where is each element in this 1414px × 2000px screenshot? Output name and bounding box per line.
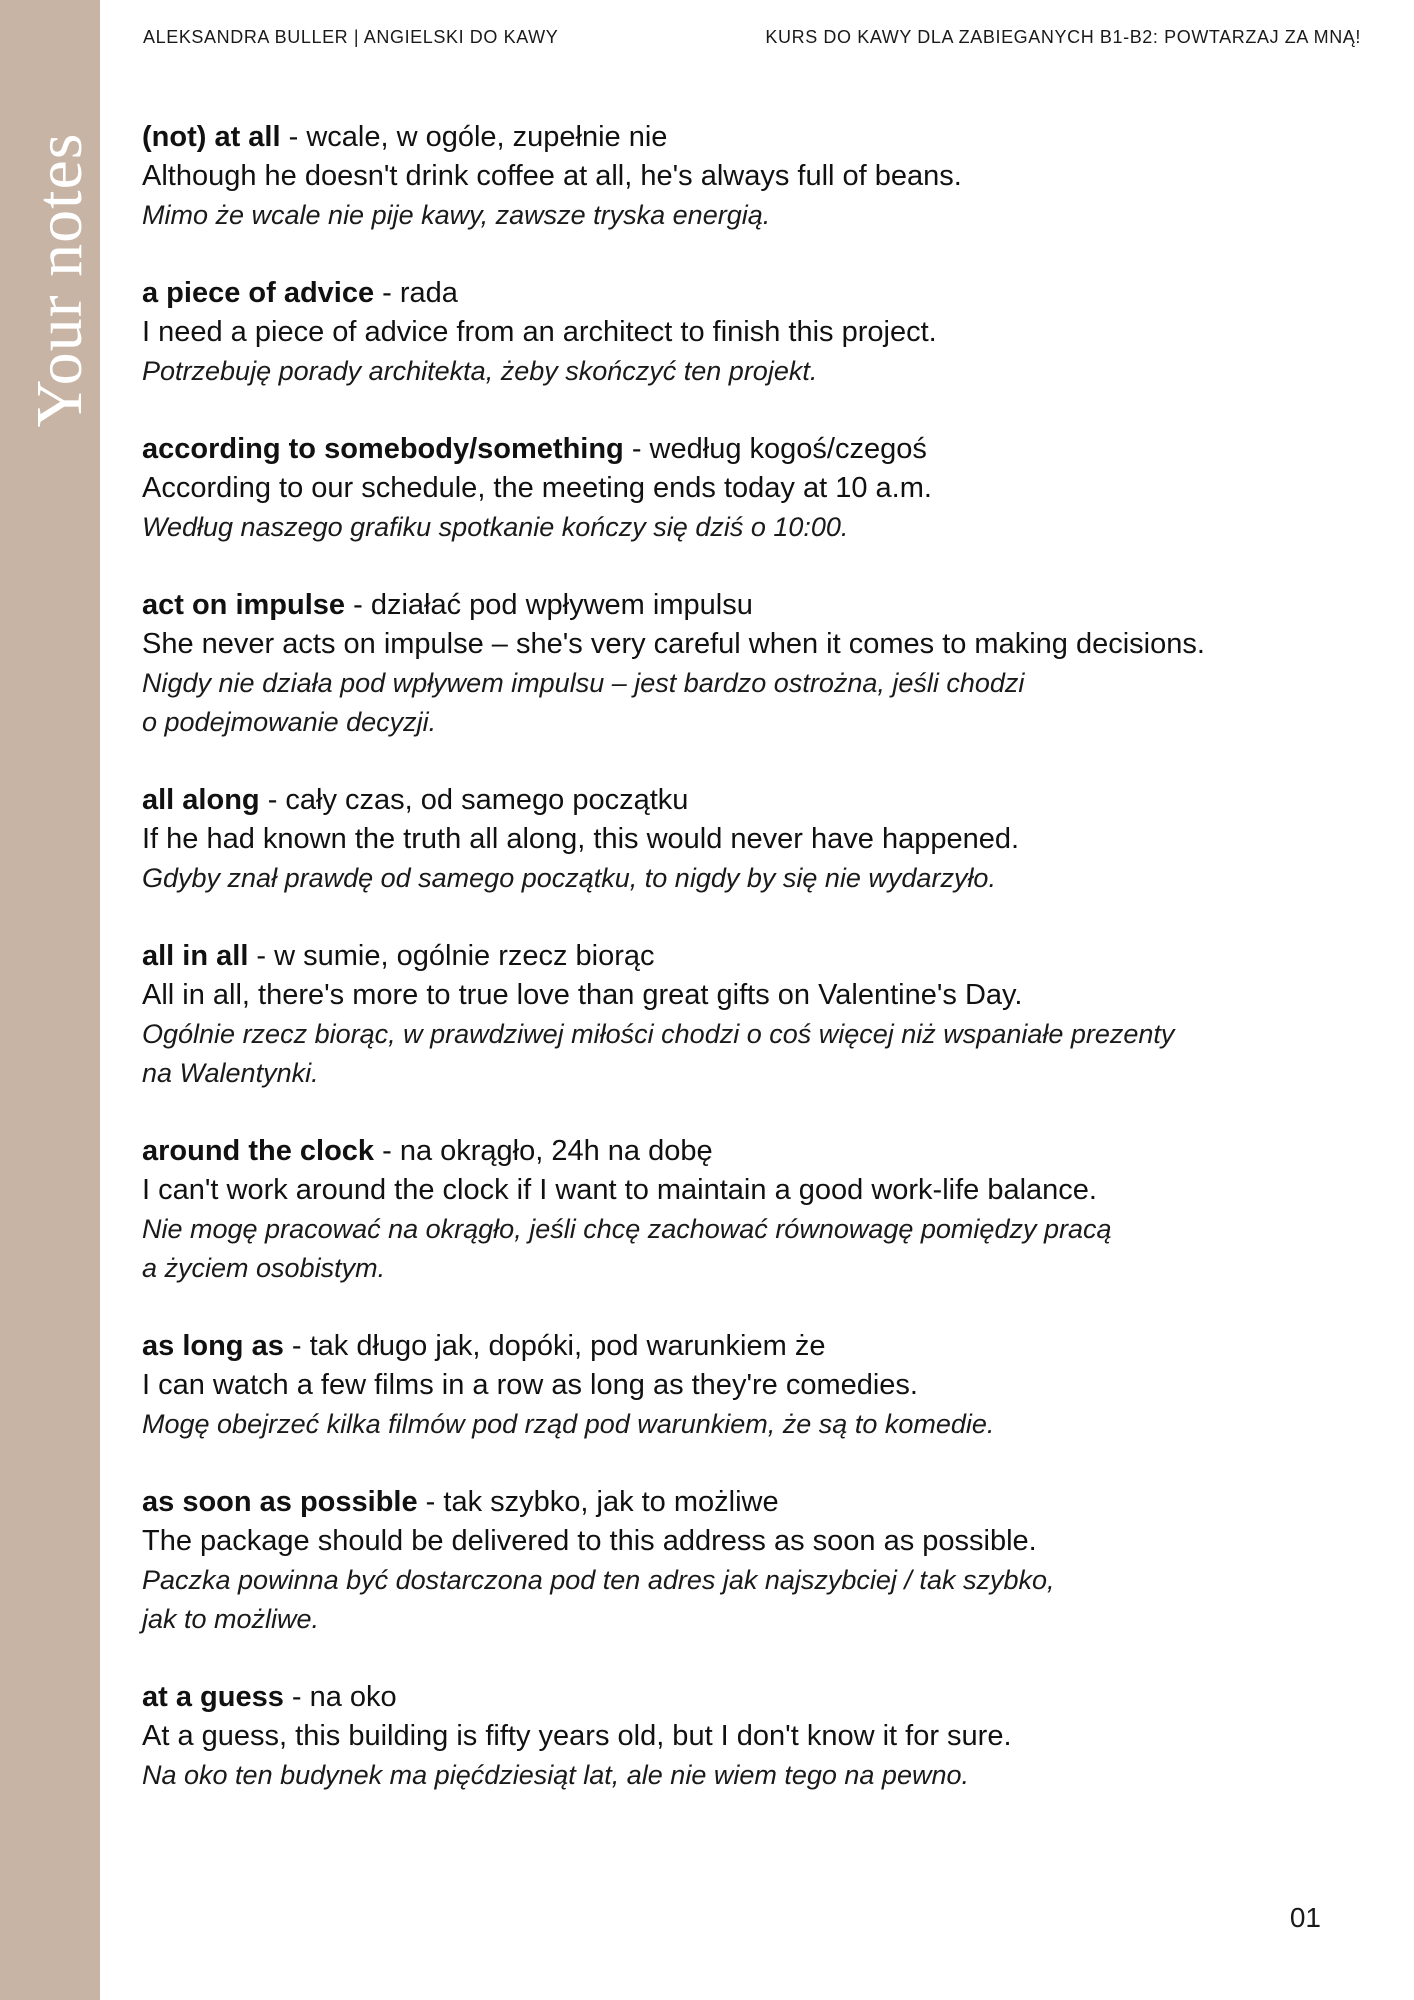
- vocab-entry: [142, 1327, 1274, 1444]
- entry-translation: [142, 1561, 1274, 1639]
- entry-term-line: [142, 1678, 1274, 1717]
- entry-term-line: [142, 274, 1274, 313]
- entry-example: I need a piece of advice from an architect to finish this project.: [142, 316, 937, 348]
- entry-example: She never acts on impulse – she's very careful when it comes to making decisions.: [142, 628, 1205, 660]
- vocab-entry: [142, 274, 1274, 391]
- vocab-entry: [142, 118, 1274, 235]
- translation-line: Potrzebuję porady architekta, żeby skończyć ten projekt.: [142, 356, 818, 386]
- entry-meaning: - tak szybko, jak to możliwe: [417, 1486, 779, 1518]
- notes-sidebar: [0, 0, 100, 2000]
- vocab-entry: [142, 586, 1274, 742]
- sidebar-label: Your notes: [23, 132, 96, 428]
- entry-phrase: as long as: [142, 1330, 284, 1362]
- entry-phrase: a piece of advice: [142, 277, 375, 309]
- vocab-entry: [142, 937, 1274, 1093]
- translation-line: Według naszego grafiku spotkanie kończy się dziś o 10:00.: [142, 512, 849, 542]
- entry-term-line: [142, 1132, 1274, 1171]
- translation-line: Na oko ten budynek ma pięćdziesiąt lat, ale nie wiem tego na pewno.: [142, 1760, 969, 1790]
- header-course-title: KURS DO KAWY DLA ZABIEGANYCH B1-B2: POWTARZAJ ZA MNĄ!: [765, 27, 1361, 47]
- entry-example: All in all, there's more to true love than great gifts on Valentine's Day.: [142, 979, 1023, 1011]
- entry-example: I can watch a few films in a row as long as they're comedies.: [142, 1369, 918, 1401]
- vocab-entry: [142, 1483, 1274, 1639]
- entry-term-line: [142, 1483, 1274, 1522]
- entry-phrase: around the clock: [142, 1135, 375, 1167]
- translation-line: Nie mogę pracować na okrągło, jeśli chcę zachować równowagę pomiędzy pracą: [142, 1214, 1112, 1244]
- entry-meaning: - cały czas, od samego początku: [259, 784, 689, 816]
- entry-phrase: act on impulse: [142, 589, 346, 621]
- entry-meaning: - działać pod wpływem impulsu: [345, 589, 753, 621]
- entry-translation: [142, 1015, 1274, 1093]
- entry-translation: [142, 664, 1274, 742]
- entry-translation: [142, 1210, 1274, 1288]
- entry-meaning: - wcale, w ogóle, zupełnie nie: [280, 121, 668, 153]
- translation-line: Paczka powinna być dostarczona pod ten adres jak najszybciej / tak szybko,: [142, 1565, 1055, 1595]
- translation-line: Ogólnie rzecz biorąc, w prawdziwej miłości chodzi o coś więcej niż wspaniałe prezenty: [142, 1019, 1175, 1049]
- entry-example: Although he doesn't drink coffee at all, he's always full of beans.: [142, 160, 962, 192]
- entry-translation: [142, 352, 1274, 391]
- entry-meaning: - na okrągło, 24h na dobę: [374, 1135, 713, 1167]
- entry-phrase: at a guess: [142, 1681, 284, 1713]
- vocab-entry: [142, 430, 1274, 547]
- entry-term-line: [142, 586, 1274, 625]
- entry-example: At a guess, this building is fifty years old, but I don't know it for sure.: [142, 1720, 1012, 1752]
- entry-term-line: [142, 1327, 1274, 1366]
- entry-term-line: [142, 781, 1274, 820]
- entry-term-line: [142, 430, 1274, 469]
- entry-phrase: (not) at all: [142, 121, 281, 153]
- translation-line: Nigdy nie działa pod wpływem impulsu – jest bardzo ostrożna, jeśli chodzi: [142, 668, 1025, 698]
- vocabulary-list: [142, 118, 1274, 1834]
- entry-meaning: - na oko: [283, 1681, 397, 1713]
- vocab-entry: [142, 1132, 1274, 1288]
- translation-line: Gdyby znał prawdę od samego początku, to nigdy by się nie wydarzyło.: [142, 863, 996, 893]
- entry-phrase: all in all: [142, 940, 249, 972]
- vocab-entry: [142, 1678, 1274, 1795]
- translation-line: a życiem osobistym.: [142, 1253, 386, 1283]
- entry-phrase: as soon as possible: [142, 1486, 418, 1518]
- entry-translation: [142, 859, 1274, 898]
- entry-term-line: [142, 937, 1274, 976]
- translation-line: na Walentynki.: [142, 1058, 319, 1088]
- entry-translation: [142, 1756, 1274, 1795]
- header-author: ALEKSANDRA BULLER | ANGIELSKI DO KAWY: [143, 27, 559, 47]
- vocab-entry: [142, 781, 1274, 898]
- translation-line: jak to możliwe.: [142, 1604, 320, 1634]
- entry-translation: [142, 508, 1274, 547]
- entry-meaning: - w sumie, ogólnie rzecz biorąc: [248, 940, 655, 972]
- entry-example: The package should be delivered to this address as soon as possible.: [142, 1525, 1037, 1557]
- entry-example: I can't work around the clock if I want to maintain a good work-life balance.: [142, 1174, 1097, 1206]
- entry-meaning: - według kogoś/czegoś: [623, 433, 927, 465]
- entry-example: If he had known the truth all along, this would never have happened.: [142, 823, 1020, 855]
- translation-line: Mogę obejrzeć kilka filmów pod rząd pod warunkiem, że są to komedie.: [142, 1409, 995, 1439]
- entry-meaning: - rada: [374, 277, 458, 309]
- entry-phrase: all along: [142, 784, 260, 816]
- entry-term-line: [142, 118, 1274, 157]
- entry-translation: [142, 1405, 1274, 1444]
- entry-example: According to our schedule, the meeting ends today at 10 a.m.: [142, 472, 932, 504]
- entry-meaning: - tak długo jak, dopóki, pod warunkiem że: [283, 1330, 826, 1362]
- translation-line: o podejmowanie decyzji.: [142, 707, 437, 737]
- entry-translation: [142, 196, 1274, 235]
- translation-line: Mimo że wcale nie pije kawy, zawsze tryska energią.: [142, 200, 771, 230]
- page-number: 01: [1289, 1902, 1321, 1933]
- entry-phrase: according to somebody/something: [142, 433, 624, 465]
